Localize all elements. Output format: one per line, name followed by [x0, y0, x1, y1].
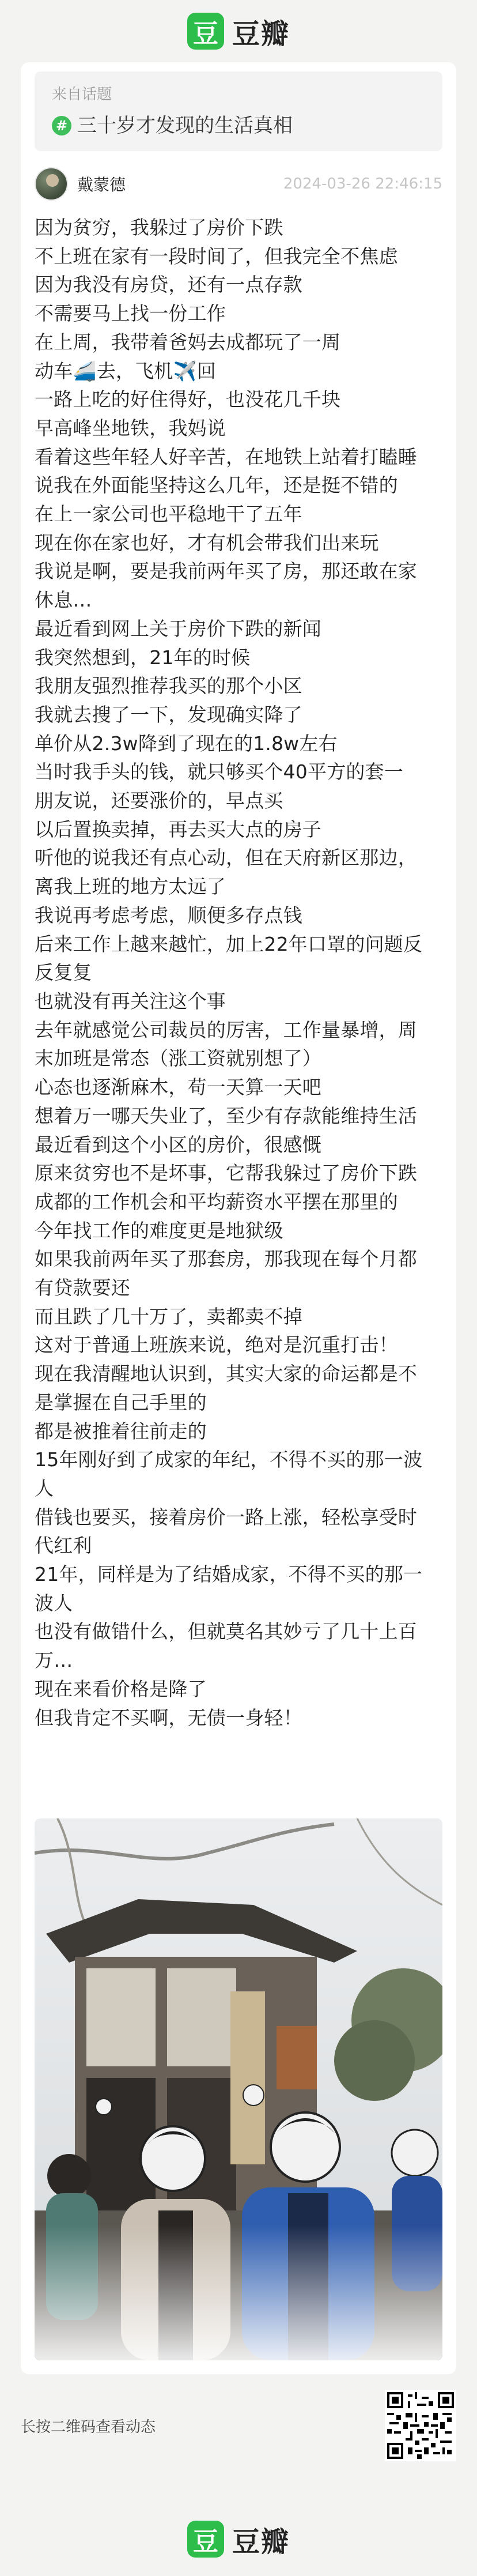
post-photo[interactable] — [35, 1818, 442, 2360]
author-name[interactable]: 戴蒙德 — [77, 175, 126, 194]
qr-code-icon[interactable] — [385, 2390, 456, 2461]
post-line: 借钱也要买，接着房价一路上涨，轻松享受时 — [35, 1505, 417, 1528]
post-line: 最近看到网上关于房价下跌的新闻 — [35, 617, 321, 640]
post-line: 我突然想到，21年的时候 — [35, 646, 251, 669]
post-line: 在上周，我带着爸妈去成都玩了一周 — [35, 330, 341, 353]
avatar[interactable] — [35, 167, 68, 201]
post-line: 但我肯定不买啊，无债一身轻！ — [35, 1706, 302, 1729]
douban-logo-icon: 豆 — [187, 13, 224, 50]
post-line: 我就去搜了一下，发现确实降了 — [35, 703, 302, 726]
post-line: 我朋友强烈推荐我买的那个小区 — [35, 675, 302, 698]
author-row — [35, 164, 442, 204]
post-line: 代红利 — [35, 1534, 92, 1557]
topic-title[interactable]: 三十岁才发现的生活真相 — [77, 114, 293, 137]
post-line: 不上班在家有一段时间了，但我完全不焦虑 — [35, 244, 398, 268]
post-line: 成都的工作机会和平均薪资水平摆在那里的 — [35, 1190, 398, 1213]
post-line: 动车🚄去，飞机✈️回 — [35, 359, 216, 382]
post-line: 去年就感觉公司裁员的厉害，工作量暴增，周 — [35, 1018, 417, 1041]
post-line: 后来工作上越来越忙，加上22年口罩的问题反 — [35, 932, 423, 955]
post-line: 一路上吃的好住得好，也没花几千块 — [35, 388, 341, 411]
post-line: 波人 — [35, 1591, 73, 1614]
post-line: 现在你在家也好，才有机会带我们出来玩 — [35, 531, 379, 554]
post-line: 也就没有再关注这个事 — [35, 989, 226, 1012]
post-line: 如果我前两年买了那套房，那我现在每个月都 — [35, 1248, 417, 1271]
post-timestamp: 2024-03-26 22:46:15 — [283, 175, 442, 193]
post-line: 而且跌了几十万了，卖都卖不掉 — [35, 1305, 302, 1328]
post-line: 在上一家公司也平稳地干了五年 — [35, 503, 302, 526]
douban-logo-icon: 豆 — [187, 2521, 224, 2558]
post-line: 朋友说，还要涨价的，早点买 — [35, 789, 283, 812]
post-line: 因为贫穷，我躲过了房价下跌 — [35, 216, 283, 239]
post-line: 有贷款要还 — [35, 1276, 130, 1300]
post-line: 这对于普通上班族来说，绝对是沉重打击！ — [35, 1334, 398, 1357]
post-line: 我说是啊，要是我前两年买了房，那还敢在家 — [35, 560, 417, 583]
post-line: 万… — [35, 1649, 73, 1672]
post-line: 想着万一哪天失业了，至少有存款能维持生活 — [35, 1104, 417, 1127]
post-line: 今年找工作的难度更是地狱级 — [35, 1219, 283, 1242]
post-line: 反复复 — [35, 961, 92, 984]
post-line: 现在我清醒地认识到，其实大家的命运都是不 — [35, 1362, 417, 1385]
post-line: 15年刚好到了成家的年纪，不得不买的那一波 — [35, 1448, 423, 1471]
header-brand — [0, 0, 477, 62]
post-line: 都是被推着往前走的 — [35, 1419, 207, 1443]
post-card — [21, 62, 456, 2374]
post-line: 心态也逐渐麻木，苟一天算一天吧 — [35, 1076, 321, 1099]
topic-link[interactable] — [52, 113, 425, 138]
post-line: 最近看到这个小区的房价，很感慨 — [35, 1133, 321, 1156]
post-line: 听他的说我还有点心动，但在天府新区那边， — [35, 846, 417, 869]
post-line: 21年，同样是为了结婚成家，不得不买的那一 — [35, 1563, 423, 1586]
post-line: 人 — [35, 1477, 54, 1500]
post-line: 是掌握在自己手里的 — [35, 1391, 207, 1414]
qr-code-graphic — [387, 2392, 454, 2459]
post-line: 现在来看价格是降了 — [35, 1677, 207, 1700]
post-line: 原来贫穷也不是坏事，它帮我躲过了房价下跌 — [35, 1162, 417, 1185]
post-body — [35, 213, 447, 1732]
brand-name: 豆瓣 — [232, 17, 290, 50]
topic-from-label: 来自话题 — [52, 86, 112, 103]
post-line: 末加班是常态（涨工资就别想了） — [35, 1047, 321, 1070]
post-line: 以后置换卖掉，再去买大点的房子 — [35, 818, 321, 841]
footer-brand — [0, 2514, 477, 2564]
post-line: 说我在外面能坚持这么几年，还是挺不错的 — [35, 474, 398, 497]
street-scene-image — [35, 1818, 442, 2360]
qr-label: 长按二维码查看动态 — [21, 2418, 156, 2436]
post-line: 单价从2.3w降到了现在的1.8w左右 — [35, 732, 338, 755]
qr-row — [21, 2388, 456, 2463]
post-line: 看着这些年轻人好辛苦，在地铁上站着打瞌睡 — [35, 445, 417, 468]
post-line: 休息… — [35, 589, 92, 612]
post-line: 当时我手头的钱，就只够买个40平方的套一 — [35, 760, 403, 784]
post-line: 因为我没有房贷，还有一点存款 — [35, 273, 302, 296]
post-line: 也没有做错什么，但就莫名其妙亏了几十上百 — [35, 1620, 417, 1643]
hashtag-icon: # — [52, 116, 71, 135]
topic-box[interactable] — [35, 71, 442, 151]
post-line: 早高峰坐地铁，我妈说 — [35, 416, 226, 439]
post-line: 不需要马上找一份工作 — [35, 302, 226, 325]
brand-name: 豆瓣 — [232, 2525, 290, 2558]
post-line: 我说再考虑考虑，顺便多存点钱 — [35, 903, 302, 927]
post-line: 离我上班的地方太远了 — [35, 875, 226, 898]
